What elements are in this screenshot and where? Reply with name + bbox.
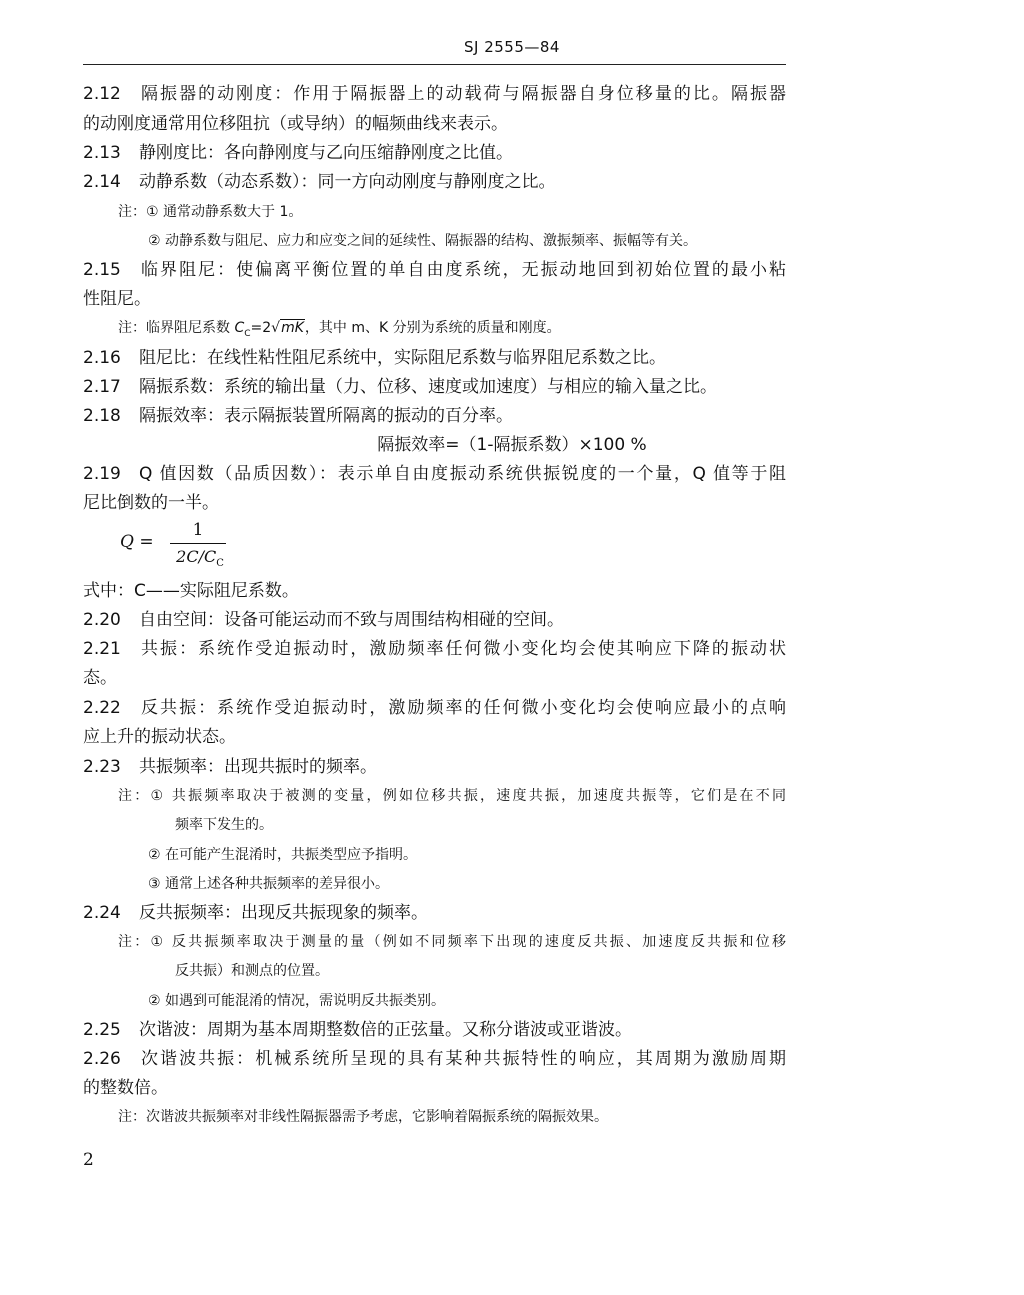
item-2-15-line-1 <box>83 259 786 281</box>
item-2-18 <box>83 405 786 427</box>
item-number: 2.18 <box>83 406 121 426</box>
q-numerator: 1 <box>192 520 204 540</box>
item-number: 2.17 <box>83 377 121 397</box>
item-text: 次谐波共振：机械系统所呈现的具有某种共振特性的响应，其周期为激励周期 <box>139 1049 786 1069</box>
item-number: 2.16 <box>83 348 121 368</box>
item-2-25 <box>83 1019 786 1041</box>
note-2-23-2: ② 在可能产生混淆时，共振类型应予指明。 <box>148 847 417 863</box>
item-2-23 <box>83 756 786 778</box>
note-2-24-1-line-2: 反共振）和测点的位置。 <box>175 963 329 979</box>
item-text: 隔振器的动刚度：作用于隔振器上的动载荷与隔振器自身位移量的比。隔振器 <box>139 84 786 104</box>
item-number: 2.12 <box>83 84 121 104</box>
fraction-bar <box>170 543 226 544</box>
efficiency-formula: 隔振效率=（1-隔振系数）×100 % <box>377 435 647 455</box>
note-2-24-1-line-1: 注：① 反共振频率取决于测量的量（例如不同频率下出现的速度反共振、加速度反共振和位移 <box>118 934 786 950</box>
item-2-20 <box>83 609 786 631</box>
item-2-17 <box>83 376 786 398</box>
item-number: 2.13 <box>83 143 121 163</box>
item-text: 次谐波：周期为基本周期整数倍的正弦量。又称分谐波或亚谐波。 <box>139 1020 632 1040</box>
item-number: 2.25 <box>83 1020 121 1040</box>
sqrt-sign: √ <box>271 320 281 336</box>
item-2-12-line-1 <box>83 83 786 105</box>
note-2-24-2: ② 如遇到可能混淆的情况，需说明反共振类别。 <box>148 993 445 1009</box>
header-rule <box>83 64 786 65</box>
item-number: 2.15 <box>83 260 121 280</box>
note-2-14-1: 注：① 通常动静系数大于 1。 <box>118 204 303 220</box>
note-2-23-1-line-1: 注：① 共振频率取决于被测的变量，例如位移共振，速度共振，加速度共振等，它们是在不同 <box>118 788 786 804</box>
item-text: 自由空间：设备可能运动而不致与周围结构相碰的空间。 <box>139 610 564 630</box>
item-text: 共振频率：出现共振时的频率。 <box>139 757 377 777</box>
item-text: 静刚度比：各向静刚度与乙向压缩静刚度之比值。 <box>139 143 513 163</box>
item-2-16 <box>83 347 786 369</box>
item-text: 隔振效率：表示隔振装置所隔离的振动的百分率。 <box>139 406 513 426</box>
item-number: 2.14 <box>83 172 121 192</box>
q-formula <box>120 520 240 570</box>
item-2-14 <box>83 171 786 193</box>
item-2-19-line-2: 尼比倒数的一半。 <box>83 493 219 513</box>
item-text: 共振：系统作受迫振动时，激励频率任何微小变化均会使其响应下降的振动状 <box>139 639 786 659</box>
item-number: 2.19 <box>83 464 121 484</box>
page-number: 2 <box>83 1150 94 1170</box>
note-2-26: 注：次谐波共振频率对非线性隔振器需予考虑，它影响着隔振系统的隔振效果。 <box>118 1109 608 1125</box>
item-number: 2.20 <box>83 610 121 630</box>
item-2-12-line-2: 的动刚度通常用位移阻抗（或导纳）的幅频曲线来表示。 <box>83 114 508 134</box>
item-text: 阻尼比：在线性粘性阻尼系统中，实际阻尼系数与临界阻尼系数之比。 <box>139 348 666 368</box>
q-denominator: $2C/C_C$ <box>176 547 224 570</box>
item-text: 动静系数（动态系数）：同一方向动刚度与静刚度之比。 <box>139 172 556 192</box>
item-2-26-line-2: 的整数倍。 <box>83 1078 168 1098</box>
item-2-19-line-1 <box>83 463 786 485</box>
item-number: 2.24 <box>83 903 121 923</box>
item-text: Q 值因数（品质因数）：表示单自由度振动系统供振锐度的一个量，Q 值等于阻 <box>139 464 786 484</box>
formula-where: 式中：C——实际阻尼系数。 <box>83 581 299 601</box>
item-2-21-line-1 <box>83 638 786 660</box>
item-text: 反共振频率：出现反共振现象的频率。 <box>139 903 428 923</box>
q-lhs: Q = <box>120 532 154 552</box>
item-2-22-line-1 <box>83 697 786 719</box>
note-2-23-3: ③ 通常上述各种共振频率的差异很小。 <box>148 876 389 892</box>
item-2-15-line-2: 性阻尼。 <box>83 289 151 309</box>
note-2-15: 注：临界阻尼系数 $C_C=2√mK$，其中 m、K 分别为系统的质量和刚度。 <box>118 320 561 339</box>
standard-code: SJ 2555—84 <box>464 38 560 56</box>
item-2-13 <box>83 142 786 164</box>
item-number: 2.21 <box>83 639 121 659</box>
item-2-26-line-1 <box>83 1048 786 1070</box>
item-number: 2.23 <box>83 757 121 777</box>
item-2-21-line-2: 态。 <box>83 668 117 688</box>
item-text: 隔振系数：系统的输出量（力、位移、速度或加速度）与相应的输入量之比。 <box>139 377 717 397</box>
item-number: 2.26 <box>83 1049 121 1069</box>
item-2-22-line-2: 应上升的振动状态。 <box>83 727 236 747</box>
item-number: 2.22 <box>83 698 121 718</box>
item-text: 反共振：系统作受迫振动时，激励频率的任何微小变化均会使响应最小的点响 <box>139 698 786 718</box>
item-2-24 <box>83 902 786 924</box>
item-text: 临界阻尼：使偏离平衡位置的单自由度系统，无振动地回到初始位置的最小粘 <box>139 260 786 280</box>
note-2-14-2: ② 动静系数与阻尼、应力和应变之间的延续性、隔振器的结构、激振频率、振幅等有关。 <box>148 233 697 249</box>
note-2-23-1-line-2: 频率下发生的。 <box>175 817 273 833</box>
